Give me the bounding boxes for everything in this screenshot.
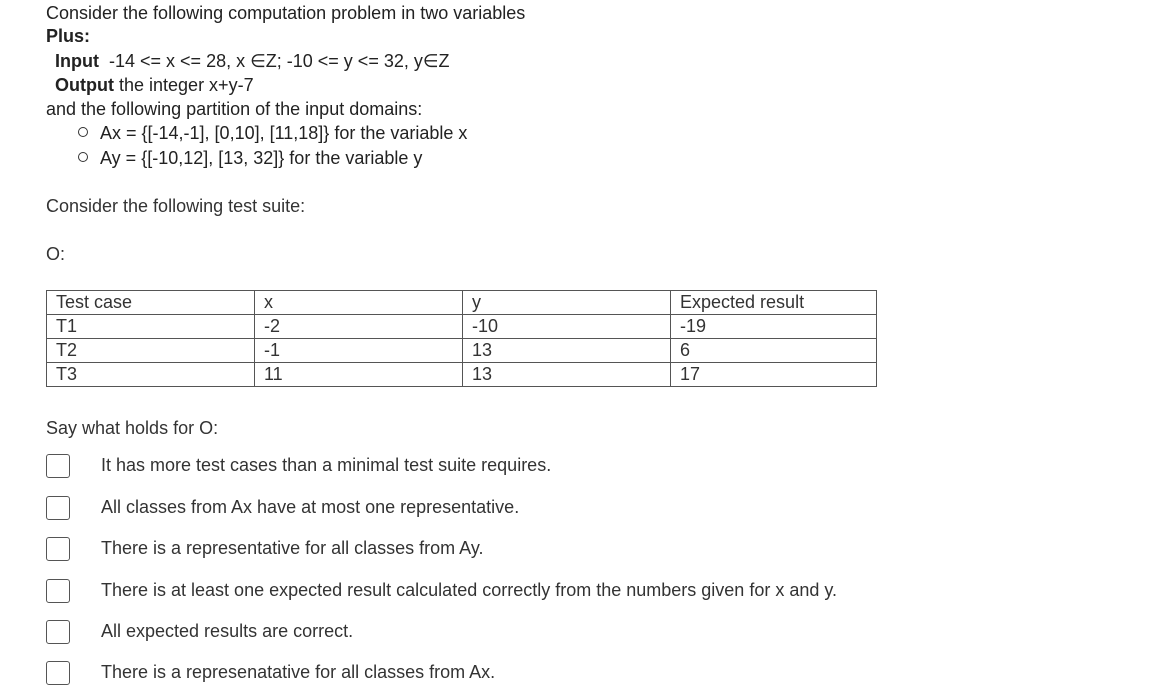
checkbox[interactable] (46, 537, 70, 561)
table-cell: 17 (671, 363, 877, 387)
partition-text: Ay = {[-10,12], [13, 32]} for the variable y (100, 148, 423, 168)
table-cell: T3 (47, 363, 255, 387)
table-cell: 11 (255, 363, 463, 387)
input-label: Input (55, 51, 99, 71)
table-cell: -2 (255, 315, 463, 339)
hollow-bullet-icon (78, 127, 88, 137)
answer-option-label: All expected results are correct. (101, 621, 354, 641)
output-text: the integer x+y-7 (119, 75, 254, 95)
table-cell: -19 (671, 315, 877, 339)
partition-item-ay (78, 148, 422, 169)
table-cell: T1 (47, 315, 255, 339)
table-cell: T2 (47, 339, 255, 363)
table-cell: -10 (463, 315, 671, 339)
table-header-row (47, 291, 877, 315)
checkbox[interactable] (46, 579, 70, 603)
partition-intro: and the following partition of the input domains: (46, 99, 423, 119)
answer-option-label: There is at least one expected result calculated correctly from the numbers given for x and y. (101, 580, 838, 600)
question-prompt: Say what holds for O: (46, 418, 219, 438)
partition-item-ax (78, 123, 467, 144)
table-cell: 13 (463, 339, 671, 363)
answer-option-label: It has more test cases than a minimal test suite requires. (101, 455, 552, 475)
answer-option-label: There is a represenatative for all classes from Ax. (101, 662, 496, 682)
table-cell: 13 (463, 363, 671, 387)
checkbox[interactable] (46, 620, 70, 644)
table-header-cell: y (463, 291, 671, 315)
table-row (47, 339, 877, 363)
checkbox[interactable] (46, 661, 70, 685)
table-header-cell: Test case (47, 291, 255, 315)
table-row (47, 363, 877, 387)
partition-text: Ax = {[-14,-1], [0,10], [11,18]} for the variable x (100, 123, 468, 143)
answer-option-label: All classes from Ax have at most one representative. (101, 497, 520, 517)
checkbox[interactable] (46, 454, 70, 478)
problem-intro: Consider the following computation problem in two variables (46, 3, 526, 23)
answer-option-label: There is a representative for all classes from Ay. (101, 538, 484, 558)
table-header-cell: Expected result (671, 291, 877, 315)
problem-name: Plus: (46, 26, 91, 46)
table-header-cell: x (255, 291, 463, 315)
hollow-bullet-icon (78, 152, 88, 162)
suite-name: O: (46, 244, 66, 264)
output-spec (55, 75, 254, 96)
input-text: -14 <= x <= 28, x ∈Z; -10 <= y <= 32, y∈Z (109, 51, 450, 71)
test-suite-table (46, 290, 877, 387)
table-row (47, 315, 877, 339)
checkbox[interactable] (46, 496, 70, 520)
table-cell: 6 (671, 339, 877, 363)
table-cell: -1 (255, 339, 463, 363)
suite-intro: Consider the following test suite: (46, 196, 306, 216)
input-spec (55, 51, 450, 72)
output-label: Output (55, 75, 114, 95)
